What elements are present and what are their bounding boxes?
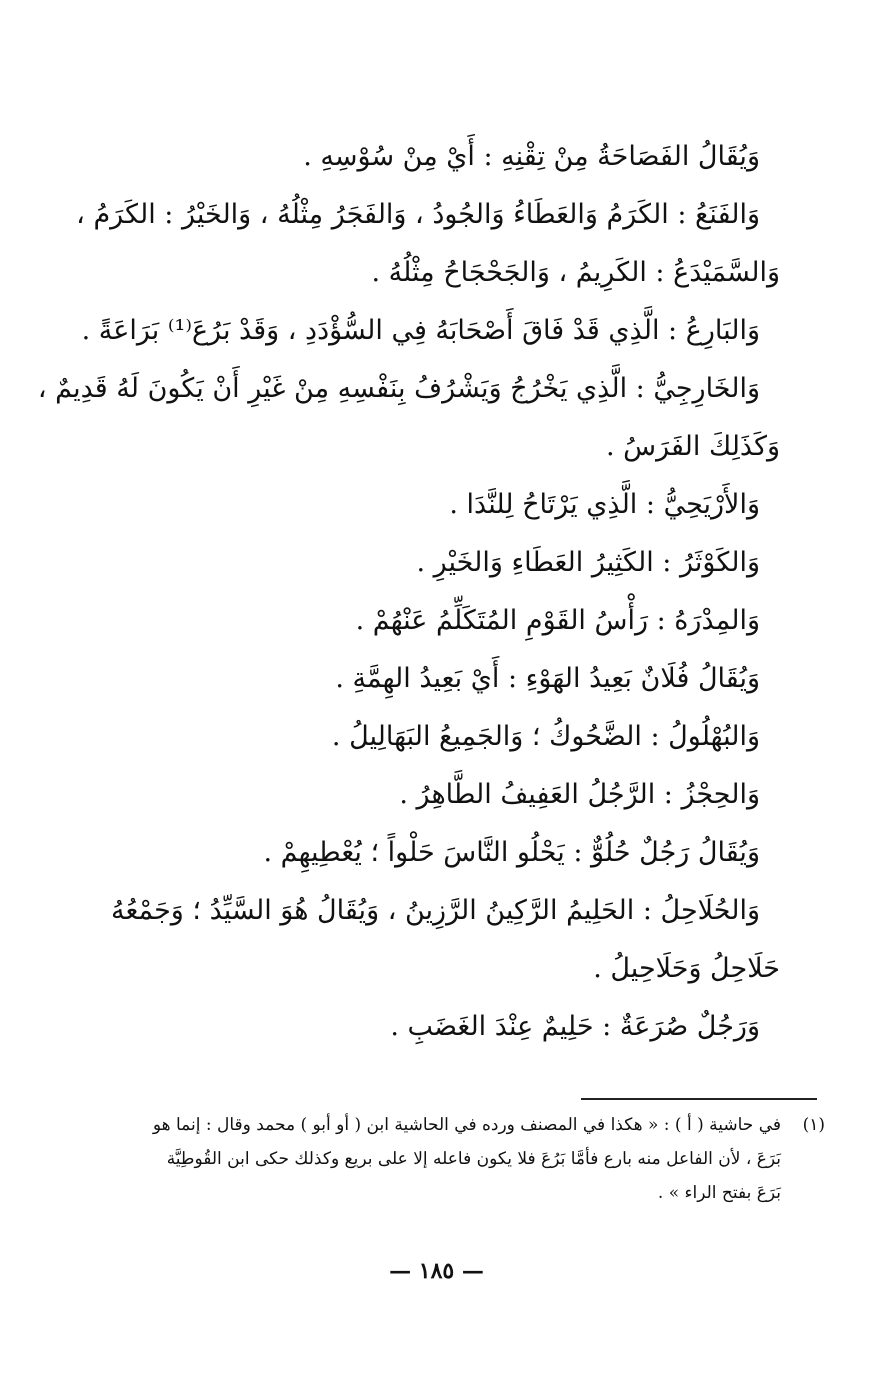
text-line: وَيُقَالُ فُلَانٌ بَعِيدُ الهَوْءِ : أَيْ بَعِيدُ الهِمَّةِ . xyxy=(335,663,760,694)
footnote-line: بَرَعَ ، لأن الفاعل منه بارع فأمَّا بَرُعَ فلا يكون فاعله إلا على بريع وكذلك حكى ابن القُوطِيَّة xyxy=(166,1149,781,1169)
text-line: وَالخَارِجِيُّ : الَّذِي يَخْرُجُ وَيَشْرُفُ بِنَفْسِهِ مِنْ غَيْرِ أَنْ يَكُونَ لَهُ قَدِيمٌ ، xyxy=(37,373,760,404)
footnote-divider xyxy=(581,1098,817,1100)
text-line: حَلَاحِلُ وَحَلَاحِيلُ . xyxy=(593,953,780,984)
text-line: وَالمِدْرَهُ : رَأْسُ القَوْمِ المُتَكَلِّمُ عَنْهُمْ . xyxy=(355,605,760,636)
text-line: وَيُقَالُ رَجُلٌ حُلُوٌّ : يَحْلُو النَّاسَ حَلْواً ؛ يُعْطِيهِمْ . xyxy=(263,837,760,868)
text-line: وَالكَوْثَرُ : الكَثِيرُ العَطَاءِ وَالخَيْرِ . xyxy=(416,547,760,578)
footnote-line: بَرَعَ بفتح الراء » . xyxy=(657,1183,781,1203)
page-number: — ١٨٥ — xyxy=(389,1258,484,1284)
text-line: وَالبَارِعُ : الَّذِي قَدْ فَاقَ أَصْحَابَهُ فِي السُّؤْدَدِ ، وَقَدْ بَرُعَ⁽¹⁾ بَرَاعَةً . xyxy=(81,315,760,346)
text-line: وَكَذَلِكَ الفَرَسُ . xyxy=(605,431,780,462)
text-line: وَالحِجْزُ : الرَّجُلُ العَفِيفُ الطَّاهِرُ . xyxy=(399,779,760,810)
text-line: وَرَجُلٌ صُرَعَةٌ : حَلِيمٌ عِنْدَ الغَضَبِ . xyxy=(390,1011,760,1042)
text-line: وَالفَنَعُ : الكَرَمُ وَالعَطَاءُ وَالجُودُ ، وَالفَجَرُ مِثْلُهُ ، وَالخَيْرُ : الكَرَمُ ، xyxy=(76,199,760,230)
footnote xyxy=(70,1108,825,1210)
text-line: وَيُقَالُ الفَصَاحَةُ مِنْ تِقْنِهِ : أَيْ مِنْ سُوْسِهِ . xyxy=(303,141,760,172)
footnote-line xyxy=(70,1108,825,1142)
text-line: وَالحُلَاحِلُ : الحَلِيمُ الرَّكِينُ الرَّزِينُ ، وَيُقَالُ هُوَ السَّيِّدُ ؛ وَجَمْعُهُ xyxy=(110,895,760,926)
text-line: وَالأَرْيَحِيُّ : الَّذِي يَرْتَاحُ لِلنَّدَا . xyxy=(449,489,760,520)
footnote-number: (١) xyxy=(802,1115,825,1135)
text-line: وَالسَّمَيْدَعُ : الكَرِيمُ ، وَالجَحْجَاحُ مِثْلُهُ . xyxy=(371,257,780,288)
text-line: وَالبُهْلُولُ : الضَّحُوكُ ؛ وَالجَمِيعُ البَهَالِيلُ . xyxy=(331,721,760,752)
main-text xyxy=(37,128,780,1056)
footnote-text: في حاشية ( أ ) : « هكذا في المصنف ورده في الحاشية ابن ( أو أبو ) محمد وقال : إنما هو xyxy=(152,1115,781,1135)
